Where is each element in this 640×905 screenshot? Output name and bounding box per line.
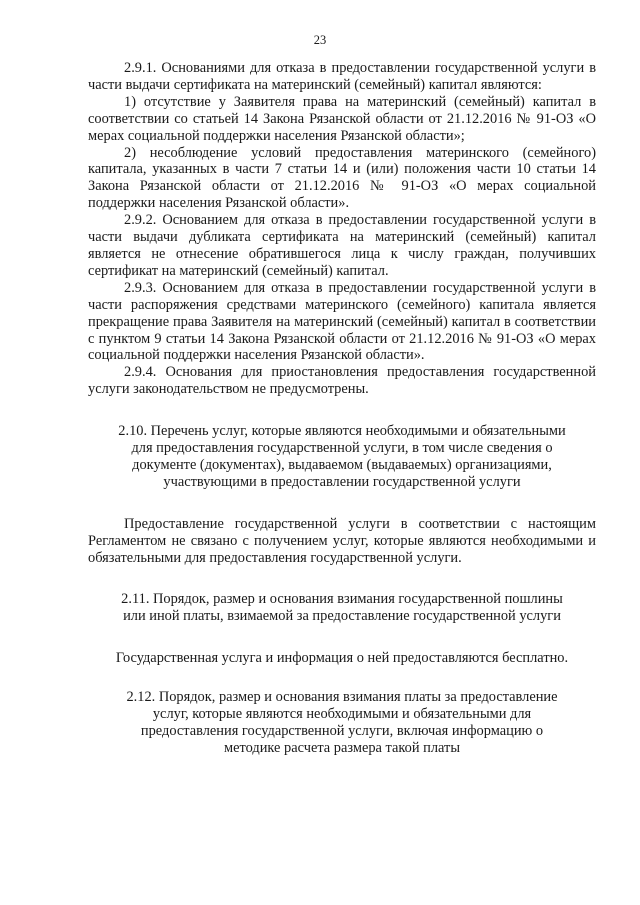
section-heading-2-12: 2.12. Порядок, размер и основания взимания платы за предоставление услуг, которые являются необходимыми и обязательными для предоставления государственной услуги, включая информацию о методике расчета размера такой платы	[126, 689, 558, 756]
paragraph-2-9-1: 2.9.1. Основаниями для отказа в предоставлении государственной услуги в части выдачи сертификата на материнский (семейный) капитал являются:	[88, 60, 596, 93]
page-number: 23	[313, 33, 327, 47]
section-heading-2-11: 2.11. Порядок, размер и основания взимания государственной пошлины или иной платы, взимаемой за предоставление государственной услуги	[121, 591, 563, 625]
document-body	[88, 60, 596, 757]
paragraph-2-9-2: 2.9.2. Основанием для отказа в предоставлении государственной услуги в части выдачи дубликата сертификата на материнский (семейный) капитал является не отнесение обратившегося лица к числу граждан, получивших сертификат на материнский (семейный) капитал.	[88, 212, 596, 279]
section-heading-2-10: 2.10. Перечень услуг, которые являются необходимыми и обязательными для предоставления государственной услуги, в том числе сведения о документе (документах), выдаваемом (выдаваемых) организациями, участвующими в предоставлении государственной услуги	[118, 423, 566, 490]
paragraph-2-9-3: 2.9.3. Основанием для отказа в предоставлении государственной услуги в части распоряжения средствами материнского (семейного) капитала является прекращение права Заявителя на материнский (семейный) капитал в соответствии с пунктом 9 статьи 14 Закона Рязанской области от 21.12.2016 № 91-ОЗ «О мерах социальной поддержки населения Рязанской области».	[88, 279, 596, 364]
section-text-2-10: Предоставление государственной услуги в соответствии с настоящим Регламентом не связано с получением услуг, которые являются необходимыми и обязательными для предоставления государственной услуги.	[88, 515, 596, 566]
paragraph-2-9-4: 2.9.4. Основания для приостановления предоставления государственной услуги законодательством не предусмотрены.	[88, 364, 596, 398]
paragraph-2-9-1-item-2: 2) несоблюдение условий предоставления материнского (семейного) капитала, указанных в части 7 статьи 14 и (или) положения части 10 статьи 14 Закона Рязанской области от 21.12.2016 № 91-ОЗ «О мерах социальной поддержки населения Рязанской области».	[88, 144, 596, 212]
paragraph-2-9-1-item-1: 1) отсутствие у Заявителя права на материнский (семейный) капитал в соответствии со статьей 14 Закона Рязанской области от 21.12.2016 № 91-ОЗ «О мерах социальной поддержки населения Рязанской области»;	[88, 93, 596, 144]
section-text-2-11: Государственная услуга и информация о ней предоставляются бесплатно.	[115, 650, 569, 667]
